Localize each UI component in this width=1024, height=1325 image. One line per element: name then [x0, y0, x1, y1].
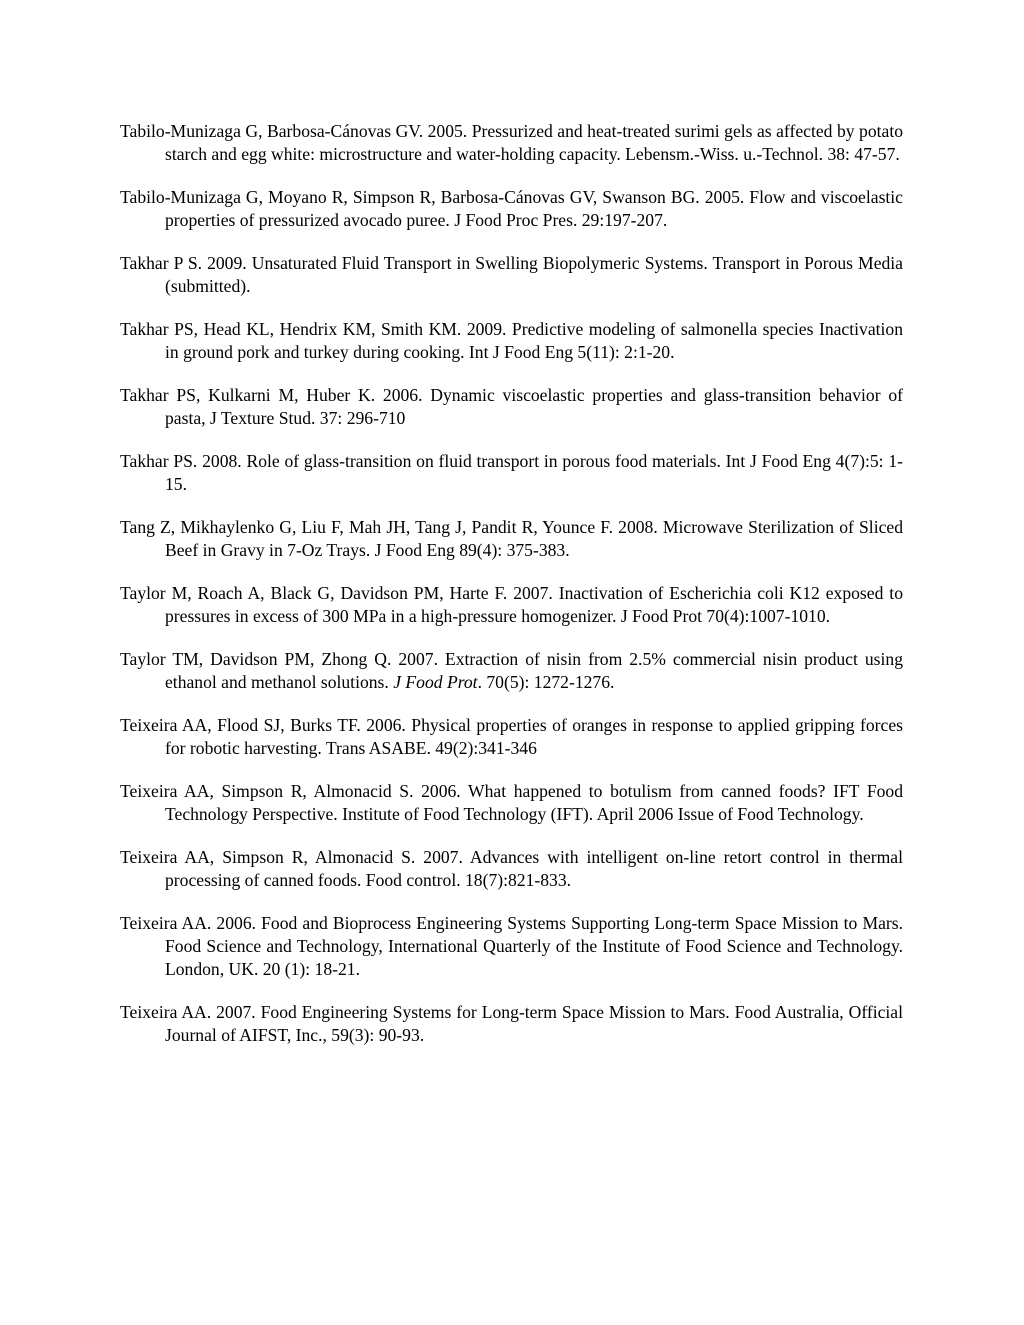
journal-title-italic: J Food Prot	[393, 672, 478, 692]
reference-entry: Teixeira AA, Simpson R, Almonacid S. 2007. Advances with intelligent on-line retort control in thermal processing of canned foods. Food control. 18(7):821-833.	[120, 847, 903, 890]
reference-entry: Takhar P S. 2009. Unsaturated Fluid Transport in Swelling Biopolymeric Systems. Transport in Porous Media (submitted).	[120, 253, 903, 296]
reference-entry: Tang Z, Mikhaylenko G, Liu F, Mah JH, Tang J, Pandit R, Younce F. 2008. Microwave Sterilization of Sliced Beef in Gravy in 7-Oz Trays. J Food Eng 89(4): 375-383.	[120, 517, 903, 560]
reference-text: . 70(5): 1272-1276.	[477, 672, 615, 692]
reference-entry: Takhar PS, Head KL, Hendrix KM, Smith KM. 2009. Predictive modeling of salmonella species Inactivation in ground pork and turkey during cooking. Int J Food Eng 5(11): 2:1-20.	[120, 319, 903, 362]
reference-entry: Tabilo-Munizaga G, Moyano R, Simpson R, Barbosa-Cánovas GV, Swanson BG. 2005. Flow and viscoelastic properties of pressurized avocado puree. J Food Proc Pres. 29:197-207.	[120, 187, 903, 230]
reference-entry: Teixeira AA, Flood SJ, Burks TF. 2006. Physical properties of oranges in response to applied gripping forces for robotic harvesting. Trans ASABE. 49(2):341-346	[120, 715, 903, 758]
reference-entry: Teixeira AA. 2007. Food Engineering Systems for Long-term Space Mission to Mars. Food Australia, Official Journal of AIFST, Inc., 59(3): 90-93.	[120, 1002, 903, 1045]
reference-entry: Takhar PS, Kulkarni M, Huber K. 2006. Dynamic viscoelastic properties and glass-transition behavior of pasta, J Texture Stud. 37: 296-710	[120, 385, 903, 428]
reference-text: Taylor TM, Davidson PM, Zhong Q. 2007. Extraction of nisin from 2.5% commercial nisin product using ethanol and methanol solutions.	[120, 649, 903, 692]
reference-entry	[120, 648, 903, 694]
reference-entry: Teixeira AA, Simpson R, Almonacid S. 2006. What happened to botulism from canned foods? IFT Food Technology Perspective. Institute of Food Technology (IFT). April 2006 Issue of Food Technology.	[120, 781, 903, 824]
reference-entry: Taylor M, Roach A, Black G, Davidson PM, Harte F. 2007. Inactivation of Escherichia coli K12 exposed to pressures in excess of 300 MPa in a high-pressure homogenizer. J Food Prot 70(4):1007-1010.	[120, 583, 903, 626]
reference-list	[120, 120, 903, 1067]
reference-entry: Takhar PS. 2008. Role of glass-transition on fluid transport in porous food materials. Int J Food Eng 4(7):5: 1-15.	[120, 451, 903, 494]
reference-entry: Teixeira AA. 2006. Food and Bioprocess Engineering Systems Supporting Long-term Space Mission to Mars. Food Science and Technology, International Quarterly of the Institute of Food Science and Technology. London, UK. 20 (1): 18-21.	[120, 913, 903, 979]
reference-entry: Tabilo-Munizaga G, Barbosa-Cánovas GV. 2005. Pressurized and heat-treated surimi gels as affected by potato starch and egg white: microstructure and water-holding capacity. Lebensm.-Wiss. u.-Technol. 38: 47-57.	[120, 121, 903, 164]
